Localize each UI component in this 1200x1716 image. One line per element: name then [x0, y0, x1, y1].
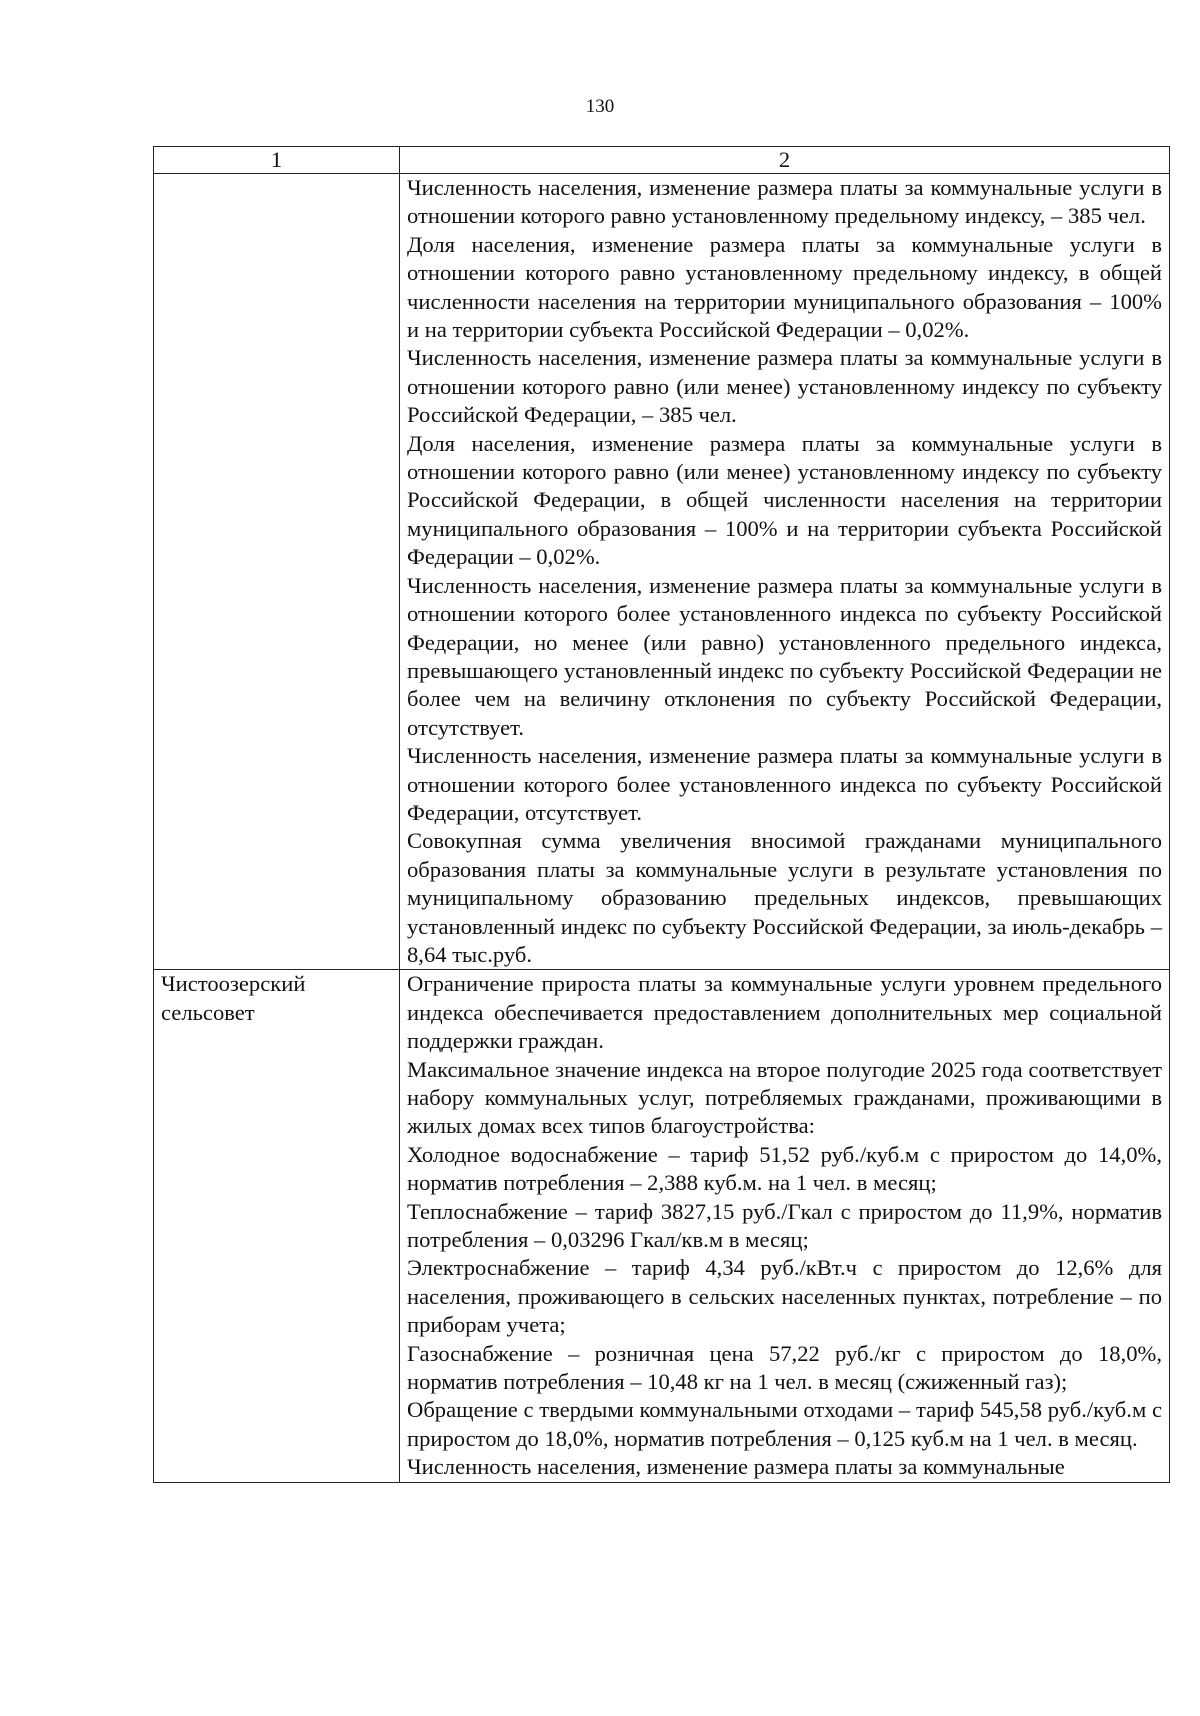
- table-header-row: [154, 147, 1170, 174]
- paragraph: Совокупная сумма увеличения вносимой гражданами муниципального образования платы за коммунальные услуги в результате установления по муниципальному образованию предельных индексов, превышающих установленный индекс по субъекту Российской Федерации, за июль-декабрь – 8,64 тыс.руб.: [407, 828, 1162, 967]
- paragraph: Доля населения, изменение размера платы за коммунальные услуги в отношении которого равно (или менее) установленному индексу по субъекту Российской Федерации, в общей численности населения на территории муниципального образования – 100% и на территории субъекта Российской Федерации – 0,02%.: [407, 430, 1162, 570]
- paragraph: Численность населения, изменение размера платы за коммунальные: [407, 1454, 1065, 1480]
- table-row: [154, 174, 1170, 970]
- description-cell: [400, 174, 1170, 970]
- paragraph: Обращение с твердыми коммунальными отходами – тариф 545,58 руб./куб.м с приростом до 18,0%, норматив потребления – 0,125 куб.м на 1 чел. в месяц.: [407, 1397, 1162, 1451]
- paragraph: Численность населения, изменение размера платы за коммунальные услуги в отношении которого более установленного индекса по субъекту Российской Федерации, отсутствует.: [407, 743, 1162, 825]
- description-cell: [400, 970, 1170, 1482]
- municipality-name-cell: Чистоозерский сельсовет: [154, 970, 400, 1482]
- data-table: [153, 146, 1170, 1483]
- table-row: [154, 970, 1170, 1482]
- page-number: 130: [585, 96, 615, 117]
- paragraph: Газоснабжение – розничная цена 57,22 руб./кг с приростом до 18,0%, норматив потребления – 10,48 кг на 1 чел. в месяц (сжиженный газ);: [407, 1340, 1162, 1395]
- paragraph: Численность населения, изменение размера платы за коммунальные услуги в отношении которого равно установленному предельному индексу, – 385 чел.: [407, 175, 1162, 229]
- paragraph: Максимальное значение индекса на второе полугодие 2025 года соответствует набору коммунальных услуг, потребляемых гражданами, проживающими в жилых домах всех типов благоустройства:: [407, 1056, 1162, 1139]
- column-header-2: 2: [400, 147, 1170, 174]
- paragraph: Доля населения, изменение размера платы за коммунальные услуги в отношении которого равно установленному предельному индексу, в общей численности населения на территории муниципального образования – 100% и на территории субъекта Российской Федерации – 0,02%.: [407, 231, 1162, 343]
- municipality-name-cell: [154, 174, 400, 970]
- paragraph: Электроснабжение – тариф 4,34 руб./кВт.ч с приростом до 12,6% для населения, проживающего в сельских населенных пунктах, потребление – по приборам учета;: [407, 1255, 1162, 1338]
- column-header-1: 1: [154, 147, 400, 174]
- paragraph: Численность населения, изменение размера платы за коммунальные услуги в отношении которого равно (или менее) установленному индексу по субъекту Российской Федерации, – 385 чел.: [407, 345, 1162, 428]
- paragraph: Теплоснабжение – тариф 3827,15 руб./Гкал с приростом до 11,9%, норматив потребления – 0,03296 Гкал/кв.м в месяц;: [407, 1198, 1162, 1253]
- paragraph: Численность населения, изменение размера платы за коммунальные услуги в отношении которого более установленного индекса по субъекту Российской Федерации, но менее (или равно) установленного предельного индекса, превышающего установленный индекс по субъекту Российской Федерации не более чем на величину отклонения по субъекту Российской Федерации, отсутствует.: [407, 572, 1162, 740]
- paragraph: Холодное водоснабжение – тариф 51,52 руб./куб.м с приростом до 14,0%, норматив потребления – 2,388 куб.м. на 1 чел. в месяц;: [407, 1141, 1162, 1196]
- paragraph: Ограничение прироста платы за коммунальные услуги уровнем предельного индекса обеспечивается предоставлением дополнительных мер социальной поддержки граждан.: [407, 971, 1162, 1054]
